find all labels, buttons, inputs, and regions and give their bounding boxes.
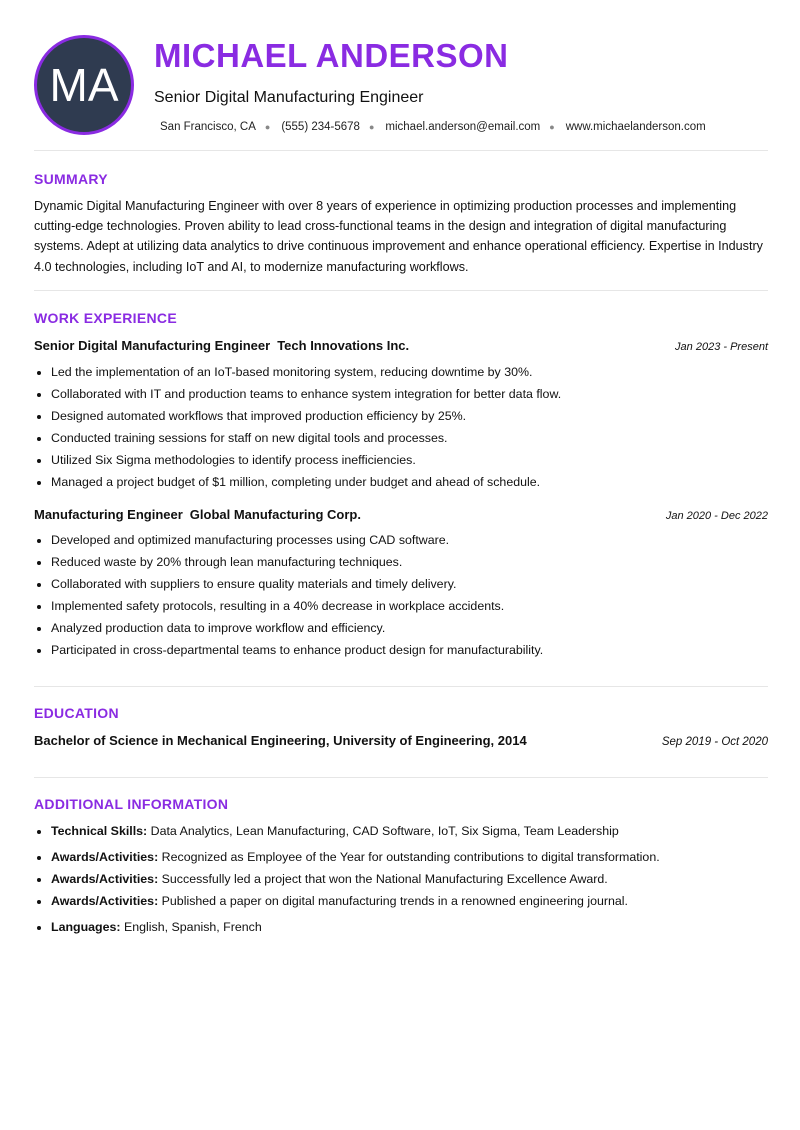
divider bbox=[34, 777, 768, 778]
list-item: • Implemented safety protocols, resulting in a 40% decrease in workplace accidents. bbox=[51, 595, 543, 617]
job-title-line bbox=[34, 338, 409, 353]
list-item: • Led the implementation of an IoT-based monitoring system, reducing downtime by 30%. bbox=[51, 361, 561, 383]
avatar bbox=[34, 35, 134, 135]
education-heading: EDUCATION bbox=[34, 705, 119, 721]
list-item: • Managed a project budget of $1 million, completing under budget and ahead of schedule. bbox=[51, 471, 561, 493]
job-bullet-list bbox=[34, 529, 543, 662]
list-item: • Reduced waste by 20% through lean manufacturing techniques. bbox=[51, 551, 543, 573]
list-item: • Designed automated workflows that improved production efficiency by 25%. bbox=[51, 405, 561, 427]
contact-location: San Francisco, CA bbox=[160, 121, 256, 133]
list-item: • Analyzed production data to improve workflow and efficiency. bbox=[51, 617, 543, 639]
list-item: • Utilized Six Sigma methodologies to identify process inefficiencies. bbox=[51, 449, 561, 471]
candidate-name: MICHAEL ANDERSON bbox=[154, 37, 509, 74]
separator-dot-icon: ● bbox=[549, 122, 555, 132]
info-value: English, Spanish, French bbox=[124, 920, 262, 934]
info-label: Awards/Activities: bbox=[51, 872, 159, 886]
info-label: Awards/Activities: bbox=[51, 894, 159, 908]
job-header bbox=[34, 507, 768, 522]
contact-phone[interactable]: (555) 234-5678 bbox=[281, 121, 360, 133]
info-value: Successfully led a project that won the National Manufacturing Excellence Award. bbox=[161, 872, 608, 886]
education-entry bbox=[34, 733, 768, 748]
education-dates: Sep 2019 - Oct 2020 bbox=[661, 736, 768, 748]
education-degree: Bachelor of Science in Mechanical Engineering, University of Engineering, 2014 bbox=[34, 733, 527, 748]
job-title-line bbox=[34, 507, 361, 522]
info-value: Published a paper on digital manufacturing trends in a renowned engineering journal. bbox=[161, 894, 628, 908]
divider bbox=[34, 290, 768, 291]
job-header bbox=[34, 338, 768, 353]
divider bbox=[34, 150, 768, 151]
info-label: Awards/Activities: bbox=[51, 850, 159, 864]
list-item: • Participated in cross-departmental teams to enhance product design for manufacturability. bbox=[51, 639, 543, 661]
info-label: Languages: bbox=[51, 920, 121, 934]
job-bullet-list bbox=[34, 361, 561, 494]
info-value: Recognized as Employee of the Year for outstanding contributions to digital transformation. bbox=[161, 850, 660, 864]
list-item: • Developed and optimized manufacturing processes using CAD software. bbox=[51, 529, 543, 551]
job-dates: Jan 2020 - Dec 2022 bbox=[665, 510, 768, 522]
contact-bar bbox=[160, 121, 706, 133]
separator-dot-icon: ● bbox=[264, 122, 271, 132]
summary-text: Dynamic Digital Manufacturing Engineer with over 8 years of experience in optimizing production processes and implementing cutting-edge technologies. Proven ability to lead cross-functional teams in the design and integration of digital manufacturing systems. Adept at utilizing data analytics to drive continuous improvement and enhance operational efficiency. Expertise in Industry 4.0 technologies, including IoT and AI, to modernize manufacturing workflows. bbox=[34, 199, 763, 274]
list-item bbox=[51, 890, 660, 912]
list-item: • Collaborated with suppliers to ensure quality materials and timely delivery. bbox=[51, 573, 543, 595]
additional-info-heading: ADDITIONAL INFORMATION bbox=[34, 796, 229, 812]
avatar-initials: MA bbox=[49, 59, 119, 111]
job-dates: Jan 2023 - Present bbox=[675, 341, 768, 353]
contact-website[interactable]: www.michaelanderson.com bbox=[565, 121, 706, 133]
job-company: Tech Innovations Inc. bbox=[277, 338, 410, 353]
additional-info-list bbox=[34, 820, 660, 938]
list-item bbox=[51, 820, 660, 842]
info-label: Technical Skills: bbox=[51, 824, 148, 838]
list-item bbox=[51, 916, 660, 938]
list-item bbox=[51, 868, 660, 890]
separator-dot-icon: ● bbox=[368, 122, 375, 132]
list-item bbox=[51, 846, 660, 868]
job-role: Senior Digital Manufacturing Engineer bbox=[34, 338, 271, 353]
summary-heading: SUMMARY bbox=[34, 171, 108, 187]
job-role: Manufacturing Engineer bbox=[34, 507, 183, 522]
work-experience-heading: WORK EXPERIENCE bbox=[34, 310, 177, 326]
list-item: • Collaborated with IT and production teams to enhance system integration for better data flow. bbox=[51, 383, 561, 405]
divider bbox=[34, 686, 768, 687]
list-item: • Conducted training sessions for staff on new digital tools and processes. bbox=[51, 427, 561, 449]
contact-email[interactable]: michael.anderson@email.com bbox=[385, 121, 541, 133]
job-company: Global Manufacturing Corp. bbox=[189, 507, 361, 522]
candidate-title: Senior Digital Manufacturing Engineer bbox=[154, 89, 424, 106]
info-value: Data Analytics, Lean Manufacturing, CAD Software, IoT, Six Sigma, Team Leadership bbox=[150, 824, 619, 838]
